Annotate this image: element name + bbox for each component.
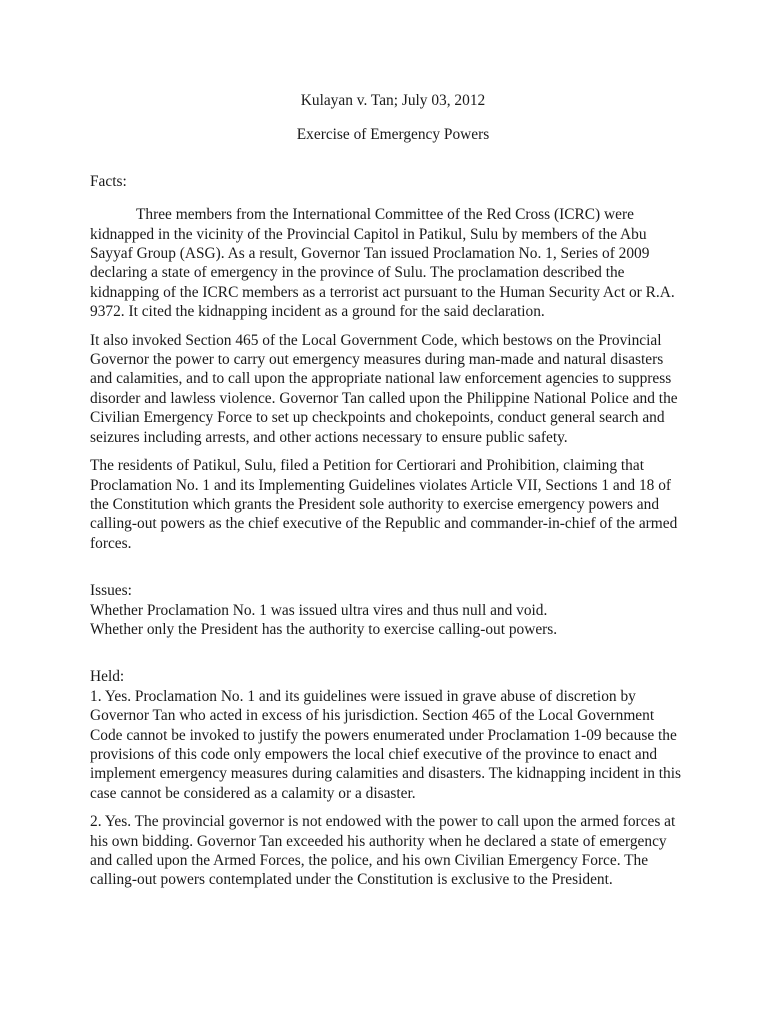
facts-heading: Facts: [90, 172, 127, 190]
case-title: Kulayan v. Tan; July 03, 2012 [300, 92, 486, 109]
facts-paragraph: The residents of Patikul, Sulu, filed a Petition for Certiorari and Prohibition, claiming that Proclamation No. 1 and its Implementing Guidelines violates Article VII, Sections 1 and 18 of the Constitution which grants the President sole authority to exercise emergency powers and calling-out powers as the chief executive of the Republic and commander-in-chief of the armed forces. [90, 457, 678, 552]
document-subject: Exercise of Emergency Powers [296, 126, 490, 144]
held-paragraph: 1. Yes. Proclamation No. 1 and its guidelines were issued in grave abuse of discretion by Governor Tan who acted in excess of his jurisdiction. Section 465 of the Local Government Code cannot be invoked to justify the powers enumerated under Proclamation 1-09 because the provisions of this code only empowers the local chief executive of the province to enact and implement emergency measures during calamities and disasters. The kidnapping incident in this case cannot be considered as a calamity or a disaster. [90, 687, 681, 802]
issue-item: Whether Proclamation No. 1 was issued ultra vires and thus null and void. [90, 601, 548, 619]
issues-heading: Issues: [90, 582, 132, 600]
held-paragraph: 2. Yes. The provincial governor is not endowed with the power to call upon the armed forces at his own bidding. Governor Tan exceeded his authority when he declared a state of emergency and called upon the Armed Forces, the police, and his own Civilian Emergency Force. The calling-out powers contemplated under the Constitution is exclusive to the President. [90, 813, 676, 889]
issue-item: Whether only the President has the authority to exercise calling-out powers. [90, 620, 558, 638]
facts-paragraph: It also invoked Section 465 of the Local Government Code, which bestows on the Provincial Governor the power to carry out emergency measures during man-made and natural disasters and calamities, and to call upon the appropriate national law enforcement agencies to suppress disorder and lawless violence. Governor Tan called upon the Philippine National Police and the Civilian Emergency Force to set up checkpoints and chokepoints, conduct general search and seizures including arrests, and other actions necessary to ensure public safety. [90, 331, 678, 446]
held-heading: Held: [90, 668, 125, 686]
facts-paragraph: Three members from the International Committee of the Red Cross (ICRC) were kidnapped in the vicinity of the Provincial Capitol in Patikul, Sulu by members of the Abu Sayyaf Group (ASG). As a result, Governor Tan issued Proclamation No. 1, Series of 2009 declaring a state of emergency in the province of Sulu. The proclamation described the kidnapping of the ICRC members as a terrorist act pursuant to the Human Security Act or R.A. 9372. It cited the kidnapping incident as a ground for the said declaration. [90, 206, 675, 321]
